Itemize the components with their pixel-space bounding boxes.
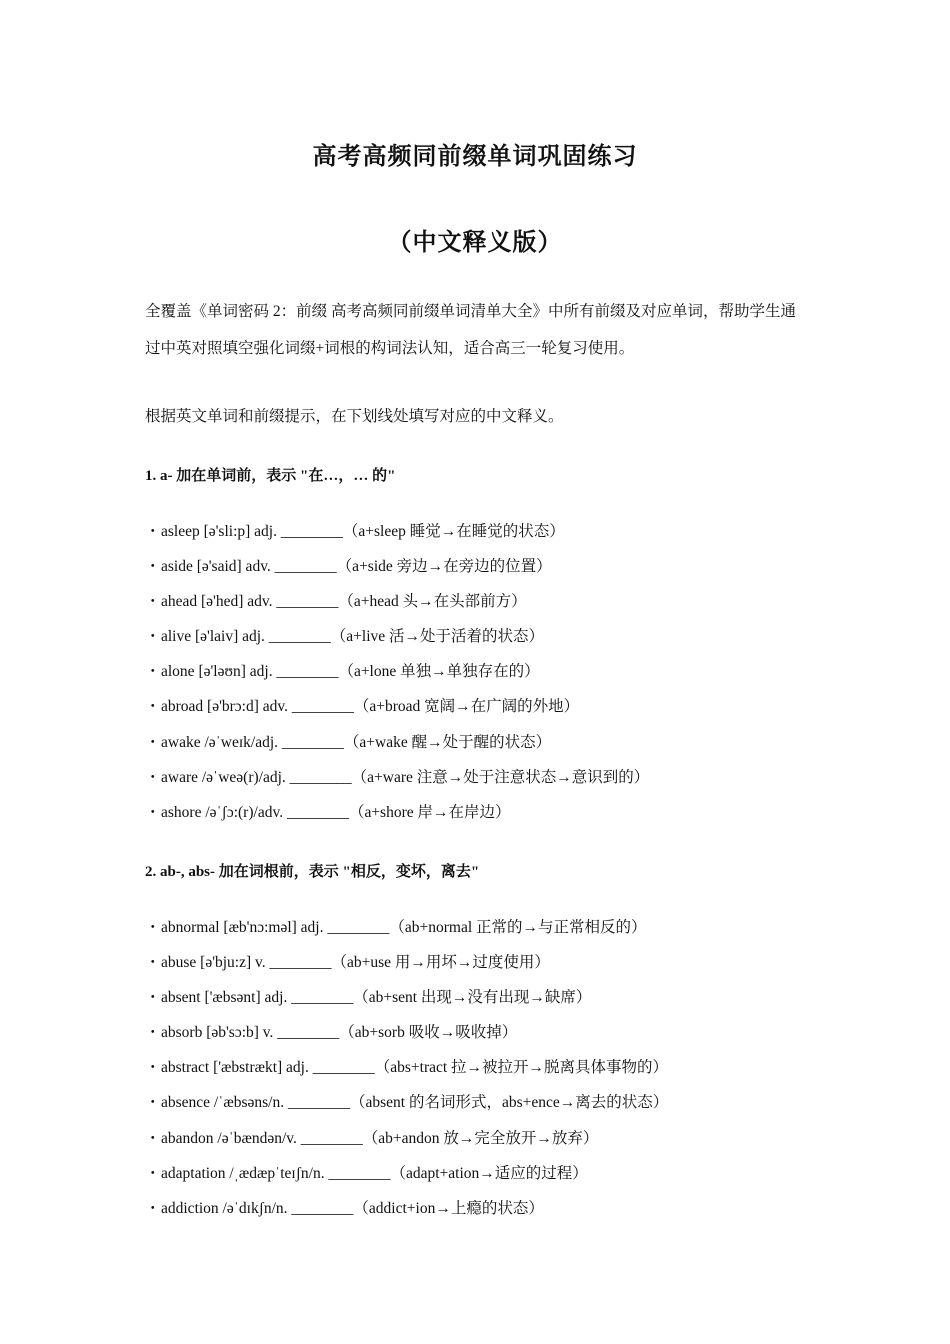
list-item [145,985,845,1020]
bullet-icon: ・ [145,1059,161,1077]
bullet-icon: ・ [145,733,161,751]
bullet-icon: ・ [145,1024,161,1042]
word-entry: abuse [ə'bju:z] v. ________（ab+use 用→用坏→过度使用） [161,954,550,972]
list-item [145,950,845,985]
bullet-icon: ・ [145,698,161,716]
bullet-icon: ・ [145,803,161,821]
bullet-icon: ・ [145,1164,161,1182]
document-title: 高考高频同前缀单词巩固练习 [312,144,638,170]
word-entry: abnormal [æb'nɔ:məl] adj. ________（ab+normal 正常的→与正常相反的） [161,919,647,936]
bullet-icon: ・ [145,954,161,972]
list-item [145,1055,845,1090]
bullet-icon: ・ [145,628,161,646]
intro-paragraph: 全覆盖《单词密码 2：前缀 高考高频同前缀单词清单大全》中所有前缀及对应单词，帮助学生通过中英对照填空强化词缀+词根的构词法认知，适合高三一轮复习使用。 [145,303,797,357]
list-item [145,765,845,800]
word-entry: abroad [ə'brɔ:d] adv. ________（a+broad 宽阔→在广阔的外地） [161,698,580,716]
list-item [145,589,845,624]
list-item [145,554,845,589]
word-entry: addiction /əˈdɪkʃn/n. ________（addict+ion→上瘾的状态） [161,1199,544,1217]
bullet-icon: ・ [145,768,161,786]
section-heading: 2. ab-, abs- 加在词根前，表示 "相反，变坏，离去" [145,864,480,880]
word-entry: aside [ə'said] adv. ________（a+side 旁边→在旁边的位置） [161,558,552,576]
word-entry: absence /ˈæbsəns/n. ________（absent 的名词形式，abs+ence→离去的状态） [161,1094,669,1112]
list-item [145,694,845,729]
word-entry: ashore /əˈʃɔ:(r)/adv. ________（a+shore 岸→在岸边） [161,803,511,821]
word-entry: asleep [ə'sli:p] adj. ________（a+sleep 睡觉→在睡觉的状态） [161,523,565,540]
word-entry: absorb [əb'sɔ:b] v. ________（ab+sorb 吸收→吸收掉） [161,1024,518,1042]
word-entry: alone [ə'ləʊn] adj. ________（a+lone 单独→单独存在的） [161,663,540,681]
word-list [145,915,845,1231]
list-item [145,915,845,950]
word-entry: abandon /əˈbændən/v. ________（ab+andon 放→完全放开→放弃） [161,1129,599,1147]
word-entry: ahead [ə'hed] adv. ________（a+head 头→在头部前方） [161,593,527,611]
list-item [145,1161,845,1196]
bullet-icon: ・ [145,919,161,936]
word-entry: absent ['æbsənt] adj. ________（ab+sent 出现→没有出现→缺席） [161,989,592,1007]
section-heading: 1. a- 加在单词前，表示 "在…，… 的" [145,468,396,484]
list-item [145,1020,845,1055]
instruction-text: 根据英文单词和前缀提示，在下划线处填写对应的中文释义。 [145,408,564,425]
list-item [145,659,845,694]
bullet-icon: ・ [145,1094,161,1112]
word-entry: alive [ə'laiv] adj. ________（a+live 活→处于活着的状态） [161,628,545,646]
list-item [145,1126,845,1161]
word-entry: aware /əˈweə(r)/adj. ________（a+ware 注意→处于注意状态→意识到的） [161,768,650,786]
list-item [145,1196,845,1231]
list-item [145,519,845,554]
list-item [145,800,845,835]
word-entry: adaptation /ˌædæpˈteɪʃn/n. ________（adapt+ation→适应的过程） [161,1164,588,1182]
word-entry: awake /əˈweɪk/adj. ________（a+wake 醒→处于醒的状态） [161,733,552,751]
word-list [145,519,845,835]
bullet-icon: ・ [145,989,161,1007]
bullet-icon: ・ [145,593,161,611]
bullet-icon: ・ [145,663,161,681]
word-entry: abstract ['æbstrækt] adj. ________（abs+tract 拉→被拉开→脱离具体事物的） [161,1059,669,1077]
list-item [145,624,845,659]
bullet-icon: ・ [145,1199,161,1217]
list-item [145,1090,845,1125]
bullet-icon: ・ [145,1129,161,1147]
list-item [145,730,845,765]
document-subtitle: （中文释义版） [387,230,563,256]
bullet-icon: ・ [145,523,161,540]
bullet-icon: ・ [145,558,161,576]
